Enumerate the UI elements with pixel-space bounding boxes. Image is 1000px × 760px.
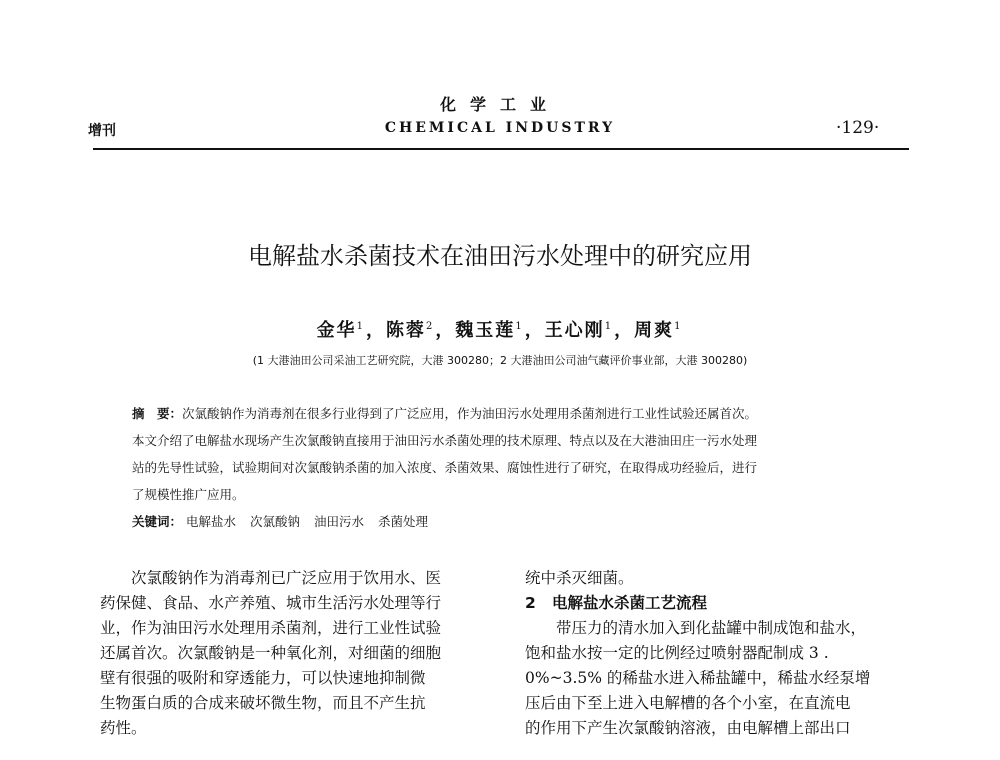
author-name: 周爽 — [634, 320, 675, 341]
keywords-line — [132, 512, 438, 530]
author-separator: ， — [614, 320, 635, 341]
keyword: 油田污水 — [314, 514, 365, 529]
keyword: 杀菌处理 — [378, 514, 429, 529]
keyword: 次氯酸钠 — [250, 514, 301, 529]
abstract-line: 本文介绍了电解盐水现场产生次氯酸钠直接用于油田污水杀菌处理的技术原理、特点以及在大港油田庄一污水处理 — [132, 433, 758, 448]
body-line: 统中杀灭细菌。 — [525, 569, 634, 587]
body-line: 的作用下产生次氯酸钠溶液，由电解槽上部出口 — [525, 719, 851, 737]
abstract-line — [132, 404, 757, 422]
body-line: 0%~3.5% 的稀盐水进入稀盐罐中，稀盐水经泵增 — [525, 669, 871, 687]
body-line: 药性。 — [100, 719, 147, 737]
body-line: 生物蛋白质的合成来破坏微生物，而且不产生抗 — [100, 694, 426, 712]
body-line: 药保健、食品、水产养殖、城市生活污水处理等行 — [100, 594, 442, 612]
body-line: 带压力的清水加入到化盐罐中制成饱和盐水， — [525, 619, 867, 637]
author-affiliation-mark: 1 — [515, 321, 524, 332]
journal-name-cn: 化学工业 — [439, 95, 560, 114]
body-line: 业，作为油田污水处理用杀菌剂，进行工业性试验 — [100, 619, 442, 637]
author-separator: ， — [365, 320, 386, 341]
section-title: 电解盐水杀菌工艺流程 — [552, 594, 708, 612]
issue-label: 增刊 — [88, 123, 116, 139]
author-list — [0, 316, 1000, 342]
author-name: 王心刚 — [544, 320, 605, 341]
author-affiliation-mark: 1 — [604, 321, 614, 332]
abstract-text: 次氯酸钠作为消毒剂在很多行业得到了广泛应用，作为油田污水处理用杀菌剂进行工业性试验还属首次。 — [182, 406, 758, 421]
page-number: ·129· — [836, 118, 880, 138]
header-rule — [93, 148, 909, 150]
author-name: 陈蓉 — [385, 320, 426, 341]
section-heading — [525, 591, 910, 616]
affiliation: (1 大港油田公司采油工艺研究院，大港 300280；2 大港油田公司油气藏评价事业部，大港 300280) — [252, 354, 748, 367]
body-line: 压后由下至上进入电解槽的各个小室，在直流电 — [525, 694, 851, 712]
keywords-label: 关键词： — [132, 514, 183, 529]
keyword: 电解盐水 — [186, 514, 237, 529]
journal-name-en: CHEMICAL INDUSTRY — [384, 120, 616, 136]
article-title: 电解盐水杀菌技术在油田污水处理中的研究应用 — [248, 242, 752, 270]
author-affiliation-mark: 1 — [356, 321, 365, 332]
author-separator: ， — [435, 320, 456, 341]
author-name: 金华 — [316, 320, 357, 341]
abstract-label: 摘 要： — [132, 406, 183, 421]
author-affiliation-mark: 1 — [674, 321, 683, 332]
body-line: 还属首次。次氯酸钠是一种氧化剂，对细菌的细胞 — [100, 644, 442, 662]
section-number: 2 — [525, 594, 536, 612]
author-name: 魏玉莲 — [455, 320, 516, 341]
body-left-column — [100, 566, 480, 741]
abstract-line: 了规模性推广应用。 — [132, 487, 245, 502]
abstract-line: 站的先导性试验，试验期间对次氯酸钠杀菌的加入浓度、杀菌效果、腐蚀性进行了研究，在取得成功经验后，进行 — [132, 460, 758, 475]
body-right-column — [525, 566, 910, 741]
body-line: 次氯酸钠作为消毒剂已广泛应用于饮用水、医 — [100, 569, 442, 587]
author-separator: ， — [524, 320, 545, 341]
body-line: 饱和盐水按一定的比例经过喷射器配制成 3 . — [525, 644, 829, 662]
body-line: 壁有很强的吸附和穿透能力，可以快速地抑制微 — [100, 669, 426, 687]
author-affiliation-mark: 2 — [425, 321, 435, 332]
